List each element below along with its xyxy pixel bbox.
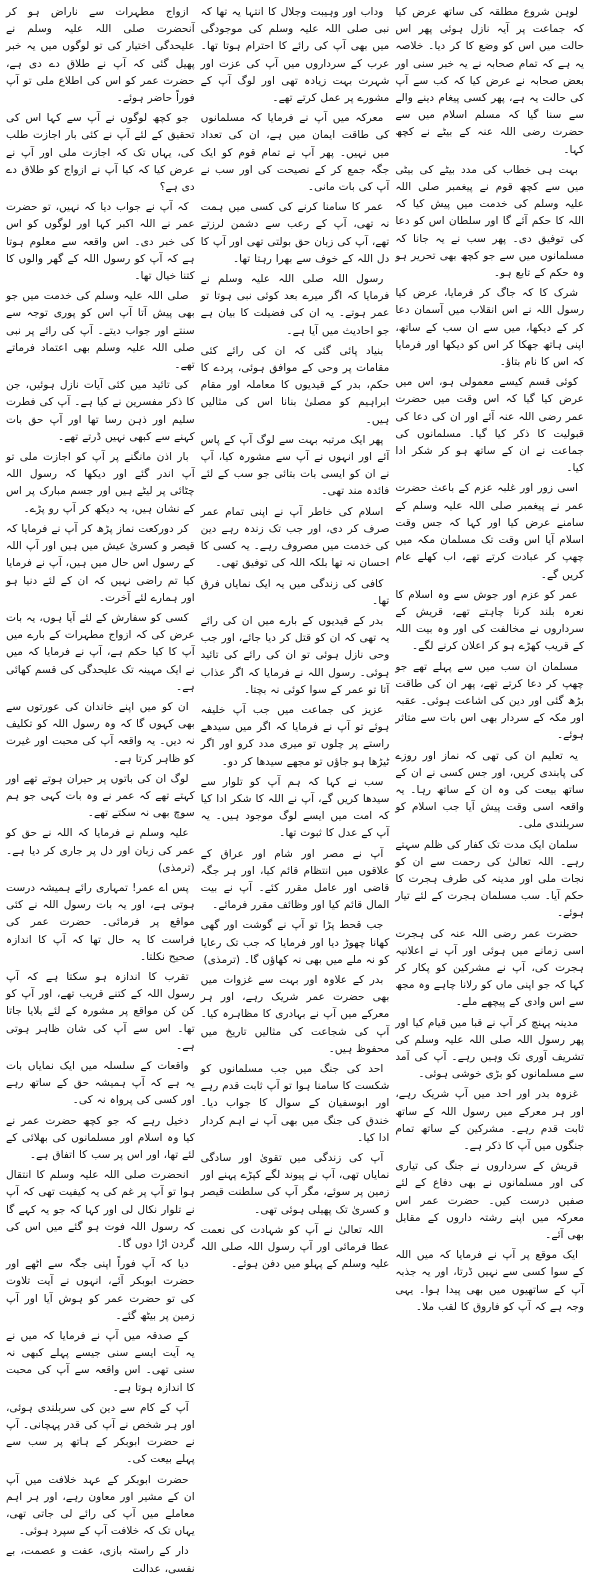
paragraph: علیہ وسلم نے فرمایا کہ اللہ نے حق کو عمر کی زبان اور دل پر جاری کر دیا ہے۔ (ترمذی)	[5, 827, 195, 874]
paragraph: آپ کی زندگی میں تقویٰ اور سادگی نمایاں تھی، آپ نے پیوند لگے کپڑے پہنے اور زمین پر سوئے، مگر آپ کی سلطنت قیصر و کسریٰ تک پھیلی ہوئی تھی۔	[200, 1152, 390, 1216]
paragraph: تقرب کا اندازہ ہو سکتا ہے کہ آپ رسول اللہ کے کتنے قریب تھے، اور آپ کو کن کن مواقع پر مشورہ کے لئے بلایا جاتا تھا۔ اس سے آپ کی شان ظاہر ہوتی ہے۔	[5, 970, 195, 1052]
paragraph: کہ آپ نے جواب دیا کہ نہیں، تو حضرت عمر نے اللہ اکبر کہا اور لوگوں کو اس کی خبر دی۔ اس واقعہ سے معلوم ہوتا ہے کہ آپ کو رسول اللہ کے گھر والوں کا کتنا خیال تھا۔	[5, 201, 195, 283]
paragraph: آپ کے کام سے دین کی سربلندی ہوئی، اور ہر شخص نے آپ کی قدر پہچانی۔ آپ نے حضرت ابوبکر کے ہاتھ پر سب سے پہلے بیعت کی۔	[5, 1401, 195, 1466]
paragraph: یہ تعلیم ان کی تھی کہ نماز اور روزے کی پابندی کریں، اور جس کسی نے ان کے ساتھ بیعت کی وہ ان کے ساتھ رہا۔ یہ واقعہ اسی وقت پیش آیا جب اسلام کو سربلندی ملی۔	[395, 749, 584, 831]
paragraph: قریش کے سرداروں نے جنگ کی تیاری کی اور مسلمانوں نے بھی دفاع کے لئے صفیں درست کیں۔ حضرت عمر اس معرکہ میں اپنے رشتہ داروں کے مقابل بھی آئے۔	[395, 1160, 584, 1242]
paragraph: کر دورکعت نماز پڑھ کر آپ نے فرمایا کہ قیصر و کسریٰ عیش میں ہیں اور آپ اللہ کے رسول اس حال میں ہیں، آپ نے فرمایا کیا تم راضی نہیں کہ ان کے لئے دنیا ہو اور ہمارے لئے آخرت۔	[5, 522, 195, 604]
paragraph: لوہن شروع مطلقہ کی ساتھ عرض کیا کہ جماعت پر آیہ نازل ہوئی پھر اس حالت میں اس کو وضع کا کر دیا۔ خلاصہ یہ ہے کہ تمام صحابہ نے یہ خبر سنی اور بعض صحابہ نے عرض کیا کہ کب سے آپ کی حالت یہ ہے، پھر کسی پیغام دینے والے سے سنا گیا کہ مسلم اسلام میں سے حضرت رضی اللہ عنہ کے بیٹے نے کچھ کہا۔	[395, 6, 584, 156]
paragraph: بنیاد پائی گئی کہ ان کی رائے کئی مقامات پر وحی کے موافق ہوئی، پردے کا حکم، بدر کے قیدیوں کا معاملہ اور مقام ابراہیم کو مصلیٰ بنانا اس کی مثالیں ہیں۔	[200, 344, 390, 426]
paragraph: پس اے عمر! تمہاری رائے ہمیشہ درست ہوتی ہے، اور یہ بات رسول اللہ نے کئی مواقع پر فرمائی۔ حضرت عمر کی فراست کا یہ حال تھا کہ آپ کا اندازہ صحیح نکلتا۔	[5, 881, 195, 963]
paragraph: رسول اللہ صلی اللہ علیہ وسلم نے فرمایا کہ اگر میرے بعد کوئی نبی ہوتا تو عمر ہوتے۔ یہ ان کی فضیلت کا بیان ہے جو احادیث میں آیا ہے۔	[200, 273, 390, 337]
paragraph: بدر کے علاوہ اور بہت سے غزوات میں بھی حضرت عمر شریک رہے، اور ہر معرکے میں آپ نے بہادری کا مظاہرہ کیا۔ آپ کی شجاعت کی مثالیں تاریخ میں محفوظ ہیں۔	[200, 973, 390, 1055]
paragraph: کوئی قسم کیسے معمولی ہو، اس میں عرض کیا گیا کہ اس وقت میں حضرت عمر رضی اللہ عنہ آئے اور ان کی دعا کی قبولیت کا ذکر کیا گیا۔ مسلمانوں کی جماعت نے ان کے ساتھ ہو کر شکر ادا کیا۔	[395, 376, 584, 475]
paragraph: انحضرت صلی اللہ علیہ وسلم کا انتقال ہوا تو آپ پر غم کی یہ کیفیت تھی کہ آپ نے تلوار نکال لی اور کہا کہ جو یہ کہے گا کہ رسول اللہ فوت ہو گئے میں اس کی گردن اڑا دوں گا۔	[5, 1169, 195, 1251]
paragraph: ایک موقع پر آپ نے فرمایا کہ میں اللہ کے سوا کسی سے نہیں ڈرتا، اور یہ جذبہ آپ کے ساتھیوں میں بھی پیدا ہوا۔ یہی وجہ ہے کہ آپ کو فاروق کا لقب ملا۔	[395, 1249, 584, 1313]
paragraph: جو کچھ لوگوں نے آپ سے کہا اس کی تحقیق کے لئے آپ نے کئی بار اجازت طلب کی، یہاں تک کہ اجازت ملی اور آپ نے عرض کیا کہ کیا آپ نے ازواج کو طلاق دے دی ہے؟	[5, 112, 195, 194]
paragraph: وداب اور وہیبت وجلال کا انتہا یہ تھا کہ نبی صلی اللہ علیہ وسلم کی موجودگی میں بھی آپ کی رائے کا احترام ہوتا تھا۔ عرب کے سرداروں میں آپ کی عزت اور شہرت بہت زیادہ تھی اور لوگ آپ کے مشورے پر عمل کرتے تھے۔	[200, 6, 390, 105]
paragraph: حضرت عمر رضی اللہ عنہ کی ہجرت اسی زمانے میں ہوئی اور آپ نے اعلانیہ ہجرت کی، آپ نے مشرکین کو پکار کر کہا کہ جو اپنی ماں کو رلانا چاہے وہ مجھ سے اس وادی کے پیچھے ملے۔	[395, 927, 584, 1009]
paragraph: بہت ہی خطاب کی مدد بیٹے کی بیٹی میں سے کچھ قوم نے پیغمبر صلی اللہ علیہ وسلم کی خدمت میں پیش کیا کہ اللہ کا حکم آئے گا اور سلطان اس کو دعا کی توفیق دی۔ پھر سب نے یہ جانا کہ مسلمانوں میں سے جو کچھ بھی تحریر ہو وہ حکم کے تابع ہو۔	[395, 163, 584, 280]
paragraph: آپ نے مصر اور شام اور عراق کے علاقوں میں انتظام قائم کیا، اور ہر جگہ قاضی اور عامل مقرر کئے۔ آپ نے بیت المال قائم کیا اور وظائف مقرر فرمائے۔	[200, 847, 390, 912]
paragraph: اسلام کی خاطر آپ نے اپنی تمام عمر صرف کر دی، اور جب تک زندہ رہے دین کی خدمت میں مصروف رہے۔ یہ کسی کا احسان نہ تھا بلکہ اللہ کی توفیق تھی۔	[200, 505, 390, 570]
paragraph: ازواج مطہرات سے ناراض ہو کر آنحضرت صلی اللہ علیہ وسلم نے علیحدگی اختیار کی تو لوگوں میں یہ خبر پھیل گئی کہ آپ نے طلاق دے دی ہے، حضرت عمر کو اس کی اطلاع ملی تو آپ فوراً حاضر ہوئے۔	[5, 6, 195, 105]
text-column-left	[5, 4, 195, 1575]
paragraph: کسی کو سفارش کے لئے آیا ہوں، یہ بات عرض کی کہ ازواج مطہرات کے بارے میں آپ کا کیا حکم ہے، آپ نے فرمایا کہ میں نے ایک مہینہ تک علیحدگی کی قسم کھائی ہے۔	[5, 611, 195, 693]
paragraph: مدینہ پہنچ کر آپ نے قبا میں قیام کیا اور پھر رسول اللہ صلی اللہ علیہ وسلم کی تشریف آوری تک وہیں رہے۔ آپ کی آمد سے مسلمانوں کو بڑی خوشی ہوئی۔	[395, 1016, 584, 1081]
paragraph: اللہ تعالیٰ نے آپ کو شہادت کی نعمت عطا فرمائی اور آپ رسول اللہ صلی اللہ علیہ وسلم کے پہلو میں دفن ہوئے۔	[200, 1223, 390, 1271]
paragraph: کی تائید میں کئی آیات نازل ہوئیں، جن کا ذکر مفسرین نے کیا ہے۔ آپ کی فطرت سلیم اور ذہن رسا تھا اور آپ حق بات کہنے سے کبھی نہیں ڈرتے تھے۔	[5, 379, 195, 443]
paragraph: صلی اللہ علیہ وسلم کی خدمت میں جو بھی پیش آتا آپ اس کو پوری توجہ سے سنتے اور جواب دیتے۔ آپ کی رائے پر نبی صلی اللہ علیہ وسلم بھی اعتماد فرماتے تھے۔	[5, 290, 195, 372]
paragraph: غزوہ بدر اور احد میں آپ شریک رہے، اور ہر معرکے میں رسول اللہ کے ساتھ ثابت قدم رہے۔ مشرکین کے ساتھ تمام جنگوں میں آپ کا ذکر ہے۔	[395, 1088, 584, 1152]
paragraph: عزیز کی جماعت میں جب آپ خلیفہ ہوئے تو آپ نے فرمایا کہ اگر میں سیدھے راستے پر چلوں تو میری مدد کرو اور اگر ٹیڑھا ہو جاؤں تو مجھے سیدھا کر دو۔	[200, 703, 390, 768]
paragraph: سب نے کہا کہ ہم آپ کو تلوار سے سیدھا کریں گے، آپ نے اللہ کا شکر ادا کیا کہ امت میں ایسے لوگ موجود ہیں۔ یہ آپ کے عدل کا ثبوت تھا۔	[200, 775, 390, 840]
paragraph: لوگ ان کی باتوں پر حیران ہوتے تھے اور کہتے تھے کہ عمر نے وہ بات کہی جو ہم سوچ بھی نہ سکتے تھے۔	[5, 772, 195, 820]
text-column-right	[395, 4, 584, 1313]
text-column-middle	[200, 4, 390, 1271]
paragraph: بار اذن مانگنے پر آپ کو اجازت ملی تو آپ اندر گئے اور دیکھا کہ رسول اللہ چٹائی پر لیٹے ہیں اور جسم مبارک پر اس کے نشان ہیں، یہ دیکھ کر آپ رو پڑے۔	[5, 451, 195, 515]
paragraph: عمر کو عزم اور جوش سے وہ اسلام کا نعرہ بلند کرنا چاہتے تھے، قریش کے سرداروں نے مخالفت کی اور وہ بیت اللہ کے قریب کھڑے ہو کر اعلان کرنے لگے۔	[395, 588, 584, 653]
paragraph: کے صدقہ میں آپ نے فرمایا کہ میں نے یہ آیت ایسے سنی جیسے پہلے کبھی نہ سنی تھی۔ اس واقعہ سے آپ کی محبت کا اندازہ ہوتا ہے۔	[5, 1330, 195, 1394]
paragraph: جب قحط پڑا تو آپ نے گوشت اور گھی کھانا چھوڑ دیا اور فرمایا کہ جب تک رعایا کو نہ ملے میں بھی نہ کھاؤں گا۔ (ترمذی)	[200, 919, 390, 966]
paragraph: ان کو میں اپنے خاندان کی عورتوں سے بھی کہوں گا کہ وہ رسول اللہ کو تکلیف نہ دیں۔ یہ واقعہ آپ کی محبت اور غیرت کو ظاہر کرتا ہے۔	[5, 700, 195, 765]
paragraph: دار کے راستہ بازی، عفت و عصمت، بے نفسی، عدالت	[5, 1545, 195, 1575]
paragraph: بدر کے قیدیوں کے بارے میں ان کی رائے یہ تھی کہ ان کو قتل کر دیا جائے، اور جب وحی نازل ہوئی تو ان کی رائے کی تائید ہوئی۔ رسول اللہ نے فرمایا کہ اگر عذاب آتا تو عمر کے سوا کوئی نہ بچتا۔	[200, 614, 390, 696]
paragraph: مسلمان ان سب میں سے پہلے تھے جو چھپ کر دعا کرتے تھے، پھر ان کی طاقت بڑھ گئی اور دین کی اشاعت ہوئی۔ عقبہ اور مکہ کے سردار بھی اس بات سے متاثر ہوئے۔	[395, 660, 584, 742]
paragraph: اسی زور اور غلبہ عزم کے باعث حضرت عمر نے پیغمبر صلی اللہ علیہ وسلم کے سامنے عرض کیا اور کہا کہ جس وقت اسلام آیا اس وقت تک مسلمان مکہ میں چھپ کر عبادت کرتے تھے، اب کھلے عام کریں گے۔	[395, 482, 584, 581]
paragraph: واقعات کے سلسلہ میں ایک نمایاں بات یہ ہے کہ آپ ہمیشہ حق کے ساتھ رہے اور کسی کی پرواہ نہ کی۔	[5, 1059, 195, 1107]
paragraph: دیا کہ آپ فوراً اپنی جگہ سے اٹھے اور حضرت ابوبکر آئے، انہوں نے آیت تلاوت کی تو حضرت عمر کو ہوش آیا اور آپ زمین پر بیٹھ گئے۔	[5, 1258, 195, 1322]
paragraph: پھر ایک مرتبہ بہت سے لوگ آپ کے پاس آئے اور انہوں نے آپ سے مشورہ کیا، آپ نے ان کو ایسی بات بتائی جو سب کے لئے فائدہ مند تھی۔	[200, 433, 390, 498]
paragraph: حضرت ابوبکر کے عہد خلافت میں آپ ان کے مشیر اور معاون رہے، اور ہر اہم معاملے میں آپ کی رائے لی جاتی تھی، یہاں تک کہ خلافت آپ کے سپرد ہوئی۔	[5, 1473, 195, 1538]
paragraph: سلمان ایک مدت تک کفار کی ظلم سہتے رہے۔ اللہ تعالیٰ کی رحمت سے ان کو نجات ملی اور مدینہ کی طرف ہجرت کا حکم آیا۔ سب مسلمان ہجرت کے لئے تیار ہوئے۔	[395, 838, 584, 920]
paragraph: شرک کا کہ جاگ کر فرمایا، عرض کیا رسول اللہ نے اس انقلاب میں آسمان دعا کر کے دیکھا، میں سے ان سب کے ساتھ، اپنی ہاتھ جھکا کر اس کو دیکھا اور فرمایا کہ اس کا نام بتاؤ۔	[395, 287, 584, 369]
paragraph: عمر کا سامنا کرنے کی کسی میں ہمت نہ تھی، آپ کے رعب سے دشمن لرزتے تھے، آپ کی زبان حق بولتی تھی اور آپ کا دل اللہ کے خوف سے بھرا رہتا تھا۔	[200, 201, 390, 265]
paragraph: معرکہ میں آپ نے فرمایا کہ مسلمانوں کی طاقت ایمان میں ہے، ان کی تعداد میں نہیں۔ پھر آپ نے تمام قوم کو ایک جگہ جمع کر کے نصیحت کی اور سب نے آپ کی بات مانی۔	[200, 112, 390, 194]
paragraph: دخیل رہے کہ جو کچھ حضرت عمر نے کیا وہ اسلام اور مسلمانوں کی بھلائی کے لئے تھا، اور اس پر سب کا اتفاق ہے۔	[5, 1114, 195, 1161]
paragraph: احد کی جنگ میں جب مسلمانوں کو شکست کا سامنا ہوا تو آپ ثابت قدم رہے اور ابوسفیان کے سوال کا جواب دیا۔ خندق کی جنگ میں بھی آپ نے اہم کردار ادا کیا۔	[200, 1062, 390, 1144]
paragraph: کافی کی زندگی میں یہ ایک نمایاں فرق تھا۔	[200, 577, 390, 607]
